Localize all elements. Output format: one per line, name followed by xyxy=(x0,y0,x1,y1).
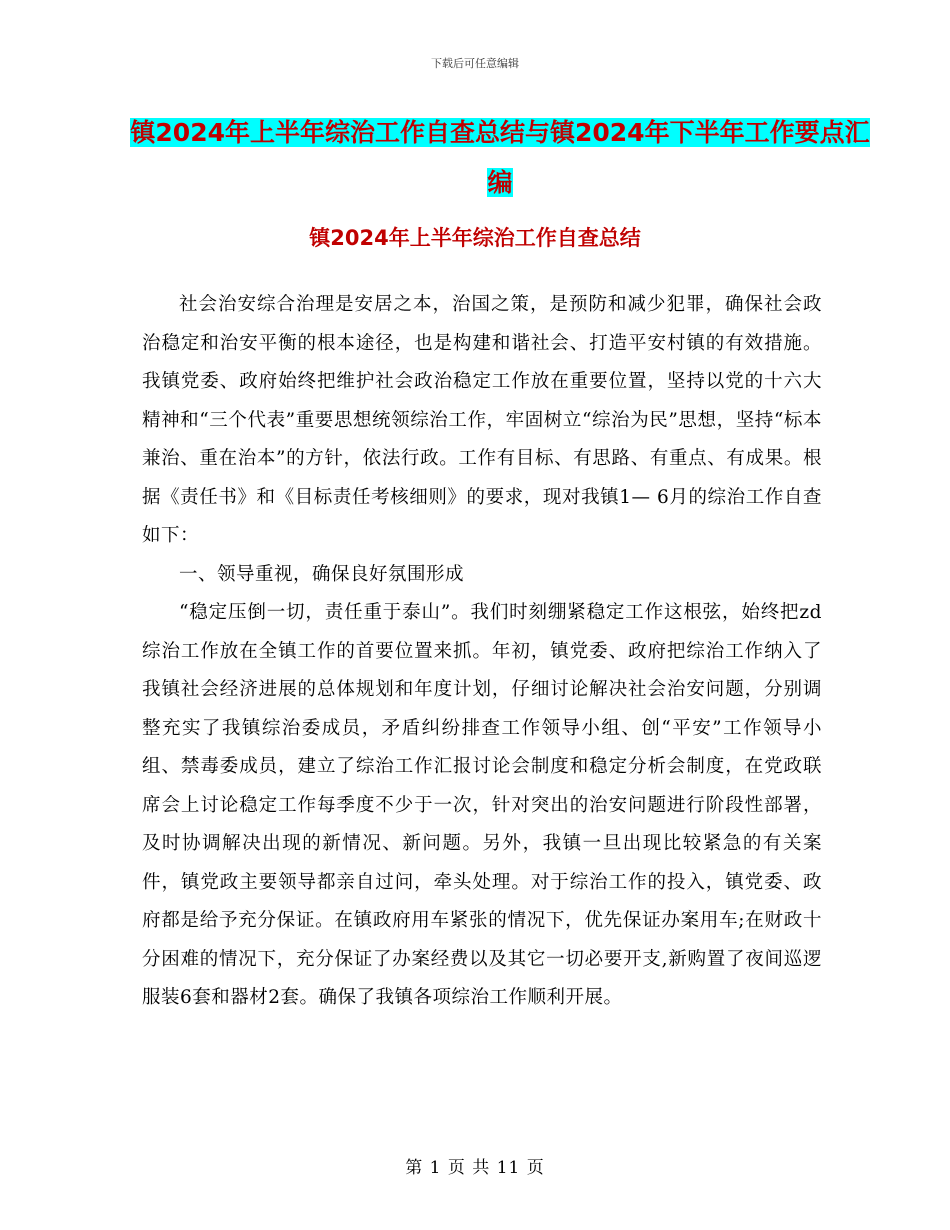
paragraph-intro: 社会治安综合治理是安居之本，治国之策，是预防和减少犯罪，确保社会政治稳定和治安平衡的根本途径，也是构建和谐社会、打造平安村镇的有效措施。我镇党委、政府始终把维护社会政治稳定工作放在重要位置，坚持以党的十六大精神和“三个代表”重要思想统领综治工作，牢固树立“综治为民”思想，坚持“标本兼治、重在治本”的方针，依法行政。工作有目标、有思路、有重点、有成果。根据《责任书》和《目标责任考核细则》的要求，现对我镇1— 6月的综治工作自查如下： xyxy=(142,294,822,546)
section-title: 镇2024年上半年综治工作自查总结 xyxy=(309,226,641,250)
paragraph-section-1: “稳定压倒一切，责任重于泰山”。我们时刻绷紧稳定工作这根弦，始终把zd综治工作放在全镇工作的首要位置来抓。年初，镇党委、政府把综治工作纳入了我镇社会经济进展的总体规划和年度计划，仔细讨论解决社会治安问题，分别调整充实了我镇综治委成员，矛盾纠纷排查工作领导小组、创“平安”工作领导小组、禁毒委成员，建立了综治工作汇报讨论会制度和稳定分析会制度，在党政联席会上讨论稳定工作每季度不少于一次，针对突出的治安问题进行阶段性部署，及时协调解决出现的新情况、新问题。另外，我镇一旦出现比较紧急的有关案件，镇党政主要领导都亲自过问，牵头处理。对于综治工作的投入，镇党委、政府都是给予充分保证。在镇政府用车紧张的情况下，优先保证办案用车;在财政十分困难的情况下，充分保证了办案经费以及其它一切必要开支,新购置了夜间巡逻服装6套和器材2套。确保了我镇各项综治工作顺利开展。 xyxy=(142,602,822,1008)
document-body xyxy=(142,286,822,1018)
page-footer: 第 1 页 共 11 页 xyxy=(405,1158,545,1178)
document-title-text: 镇2024年上半年综治工作自查总结与镇2024年下半年工作要点汇编 xyxy=(130,118,870,197)
header-note: 下载后可任意编辑 xyxy=(431,57,519,70)
paragraph-heading-1: 一、领导重视，确保良好氛围形成 xyxy=(179,563,465,585)
document-title xyxy=(120,108,880,208)
